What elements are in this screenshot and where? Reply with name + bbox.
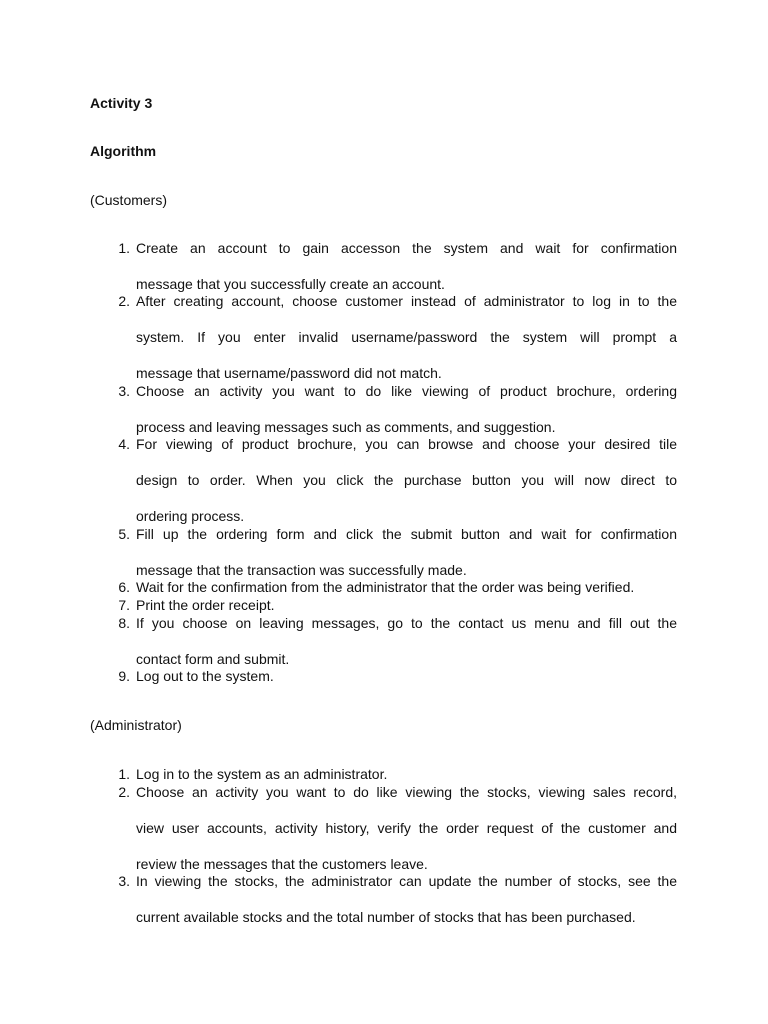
list-item-line: Wait for the confirmation from the administrator that the order was being verified. <box>136 579 635 595</box>
list-item-line: Fill up the ordering form and click the submit button and wait for confirmation <box>136 526 677 542</box>
list-item-number: 3. <box>118 873 130 889</box>
list-item-line: ordering process. <box>136 508 245 524</box>
list-item-text <box>136 783 677 873</box>
list-item-number: 7. <box>118 597 130 613</box>
list-item-line: Log in to the system as an administrator. <box>136 766 388 782</box>
list-item-text <box>136 382 677 436</box>
list-item-number: 3. <box>118 383 130 399</box>
list-item-number: 1. <box>118 766 130 782</box>
list-item-text <box>136 578 677 596</box>
list-item-number: 5. <box>118 526 130 542</box>
list-item-line: If you choose on leaving messages, go to the contact us menu and fill out the <box>136 615 677 631</box>
list-item-line: After creating account, choose customer instead of administrator to log in to the <box>136 293 677 309</box>
list-item-text <box>136 667 677 685</box>
list-item-line: For viewing of product brochure, you can browse and choose your desired tile <box>136 436 677 452</box>
list-item-line: message that the transaction was successfully made. <box>136 562 467 578</box>
list-item-number: 2. <box>118 784 130 800</box>
list-item-number: 9. <box>118 668 130 684</box>
list-item-line: review the messages that the customers leave. <box>136 856 428 872</box>
section-heading-algorithm: Algorithm <box>90 143 157 159</box>
document-title: Activity 3 <box>90 95 153 111</box>
list-item-number: 6. <box>118 579 130 595</box>
list-item-text <box>136 872 677 926</box>
list-item-text <box>136 292 677 382</box>
list-item-line: Print the order receipt. <box>136 597 275 613</box>
list-item-number: 4. <box>118 436 130 452</box>
list-item-text <box>136 435 677 525</box>
list-item-line: message that you successfully create an account. <box>136 276 445 292</box>
list-item-text <box>136 596 677 614</box>
list-item-line: current available stocks and the total number of stocks that has been purchased. <box>136 909 636 925</box>
list-item-number: 2. <box>118 293 130 309</box>
list-item-line: Log out to the system. <box>136 668 274 684</box>
list-item-line: message that username/password did not match. <box>136 365 442 381</box>
list-item-number: 1. <box>118 240 130 256</box>
list-item-line: view user accounts, activity history, verify the order request of the customer and <box>136 820 677 836</box>
list-item-line: Choose an activity you want to do like viewing of product brochure, ordering <box>136 383 677 399</box>
list-item-line: Choose an activity you want to do like viewing the stocks, viewing sales record, <box>136 784 677 800</box>
list-item-line: In viewing the stocks, the administrator can update the number of stocks, see the <box>136 873 677 889</box>
list-item-text <box>136 614 677 668</box>
list-item-line: process and leaving messages such as comments, and suggestion. <box>136 419 556 435</box>
list-item-number: 8. <box>118 615 130 631</box>
list-item-text <box>136 765 677 783</box>
list-item-text <box>136 525 677 579</box>
list-item-line: system. If you enter invalid username/password the system will prompt a <box>136 329 677 345</box>
list-item-line: design to order. When you click the purchase button you will now direct to <box>136 472 677 488</box>
list-item-text <box>136 239 677 293</box>
section-label-administrator: (Administrator) <box>90 717 182 733</box>
list-item-line: contact form and submit. <box>136 651 290 667</box>
section-label-customers: (Customers) <box>90 192 168 208</box>
list-item-line: Create an account to gain accesson the system and wait for confirmation <box>136 240 677 256</box>
